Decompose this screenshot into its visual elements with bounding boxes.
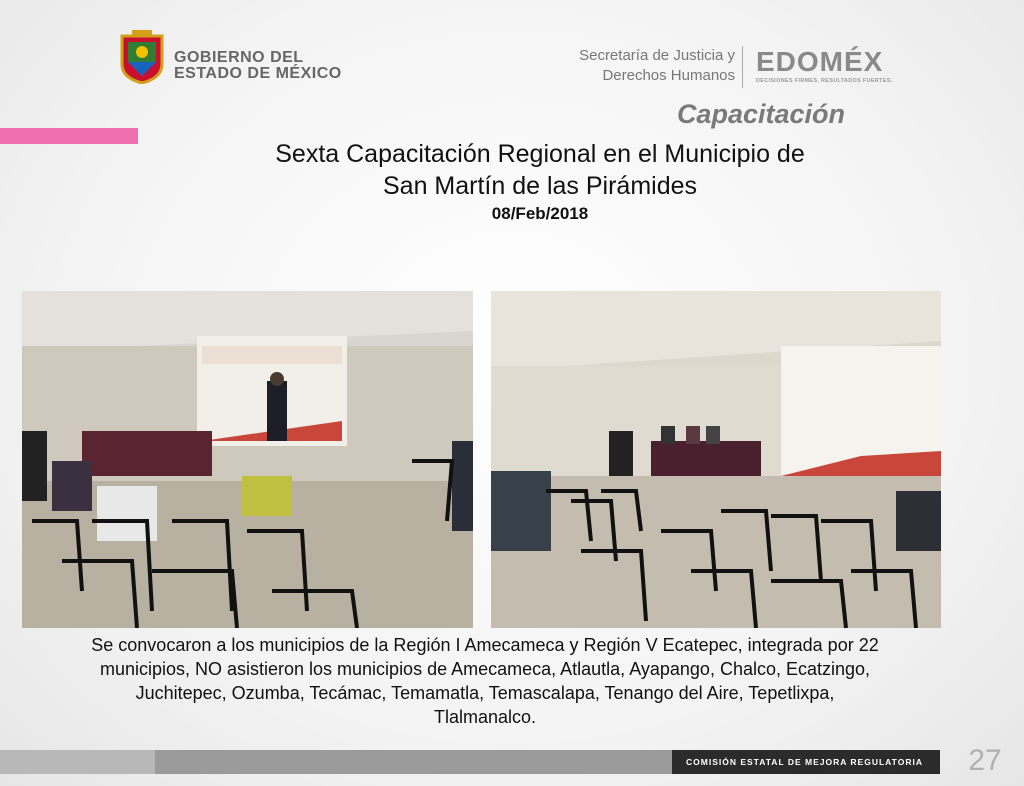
event-date: 08/Feb/2018	[491, 204, 589, 223]
edomex-word: EDOMÉX	[756, 46, 884, 77]
footer-label: COMISIÓN ESTATAL DE MEJORA REGULATORIA	[686, 757, 923, 767]
accent-bar	[0, 128, 138, 144]
edomex-logo	[756, 48, 916, 88]
photo-left-illustration	[22, 291, 473, 628]
page-title	[180, 138, 900, 202]
secretaria-line2: Derechos Humanos	[602, 67, 735, 84]
state-seal-icon	[118, 30, 166, 84]
event-description: Se convocaron a los municipios de la Región I Amecameca y Región V Ecatepec, integrada por 22 municipios, NO asistieron los municipios de Amecameca, Atlautla, Ayapango, Chalco, Ecatzingo, Juchitepec, Ozumba, Tecámac, Temamatla, Temascalapa, Tenango del Aire, Tepetlixpa, Tlalmanalco.	[91, 635, 879, 727]
gobierno-line1: GOBIERNO DEL	[174, 49, 304, 66]
gobierno-estado-mexico-logo	[118, 30, 348, 86]
edomex-tagline: DECISIONES FIRMES, RESULTADOS FUERTES.	[756, 78, 893, 84]
gobierno-line2: ESTADO DE MÉXICO	[174, 65, 342, 82]
gobierno-wordmark	[174, 50, 342, 82]
event-photo-left	[22, 291, 473, 628]
event-photo-right	[491, 291, 941, 628]
header-divider	[742, 46, 743, 88]
title-line2: San Martín de las Pirámides	[382, 172, 698, 200]
title-line1: Sexta Capacitación Regional en el Municipio de	[275, 140, 805, 168]
section-label: Capacitación	[676, 99, 845, 129]
secretaria-wordmark	[560, 46, 735, 86]
photo-right-illustration	[491, 291, 941, 628]
page-number: 27	[968, 744, 1002, 777]
footer-bar-accent	[0, 750, 155, 774]
secretaria-line1: Secretaría de Justicia y	[579, 47, 735, 64]
